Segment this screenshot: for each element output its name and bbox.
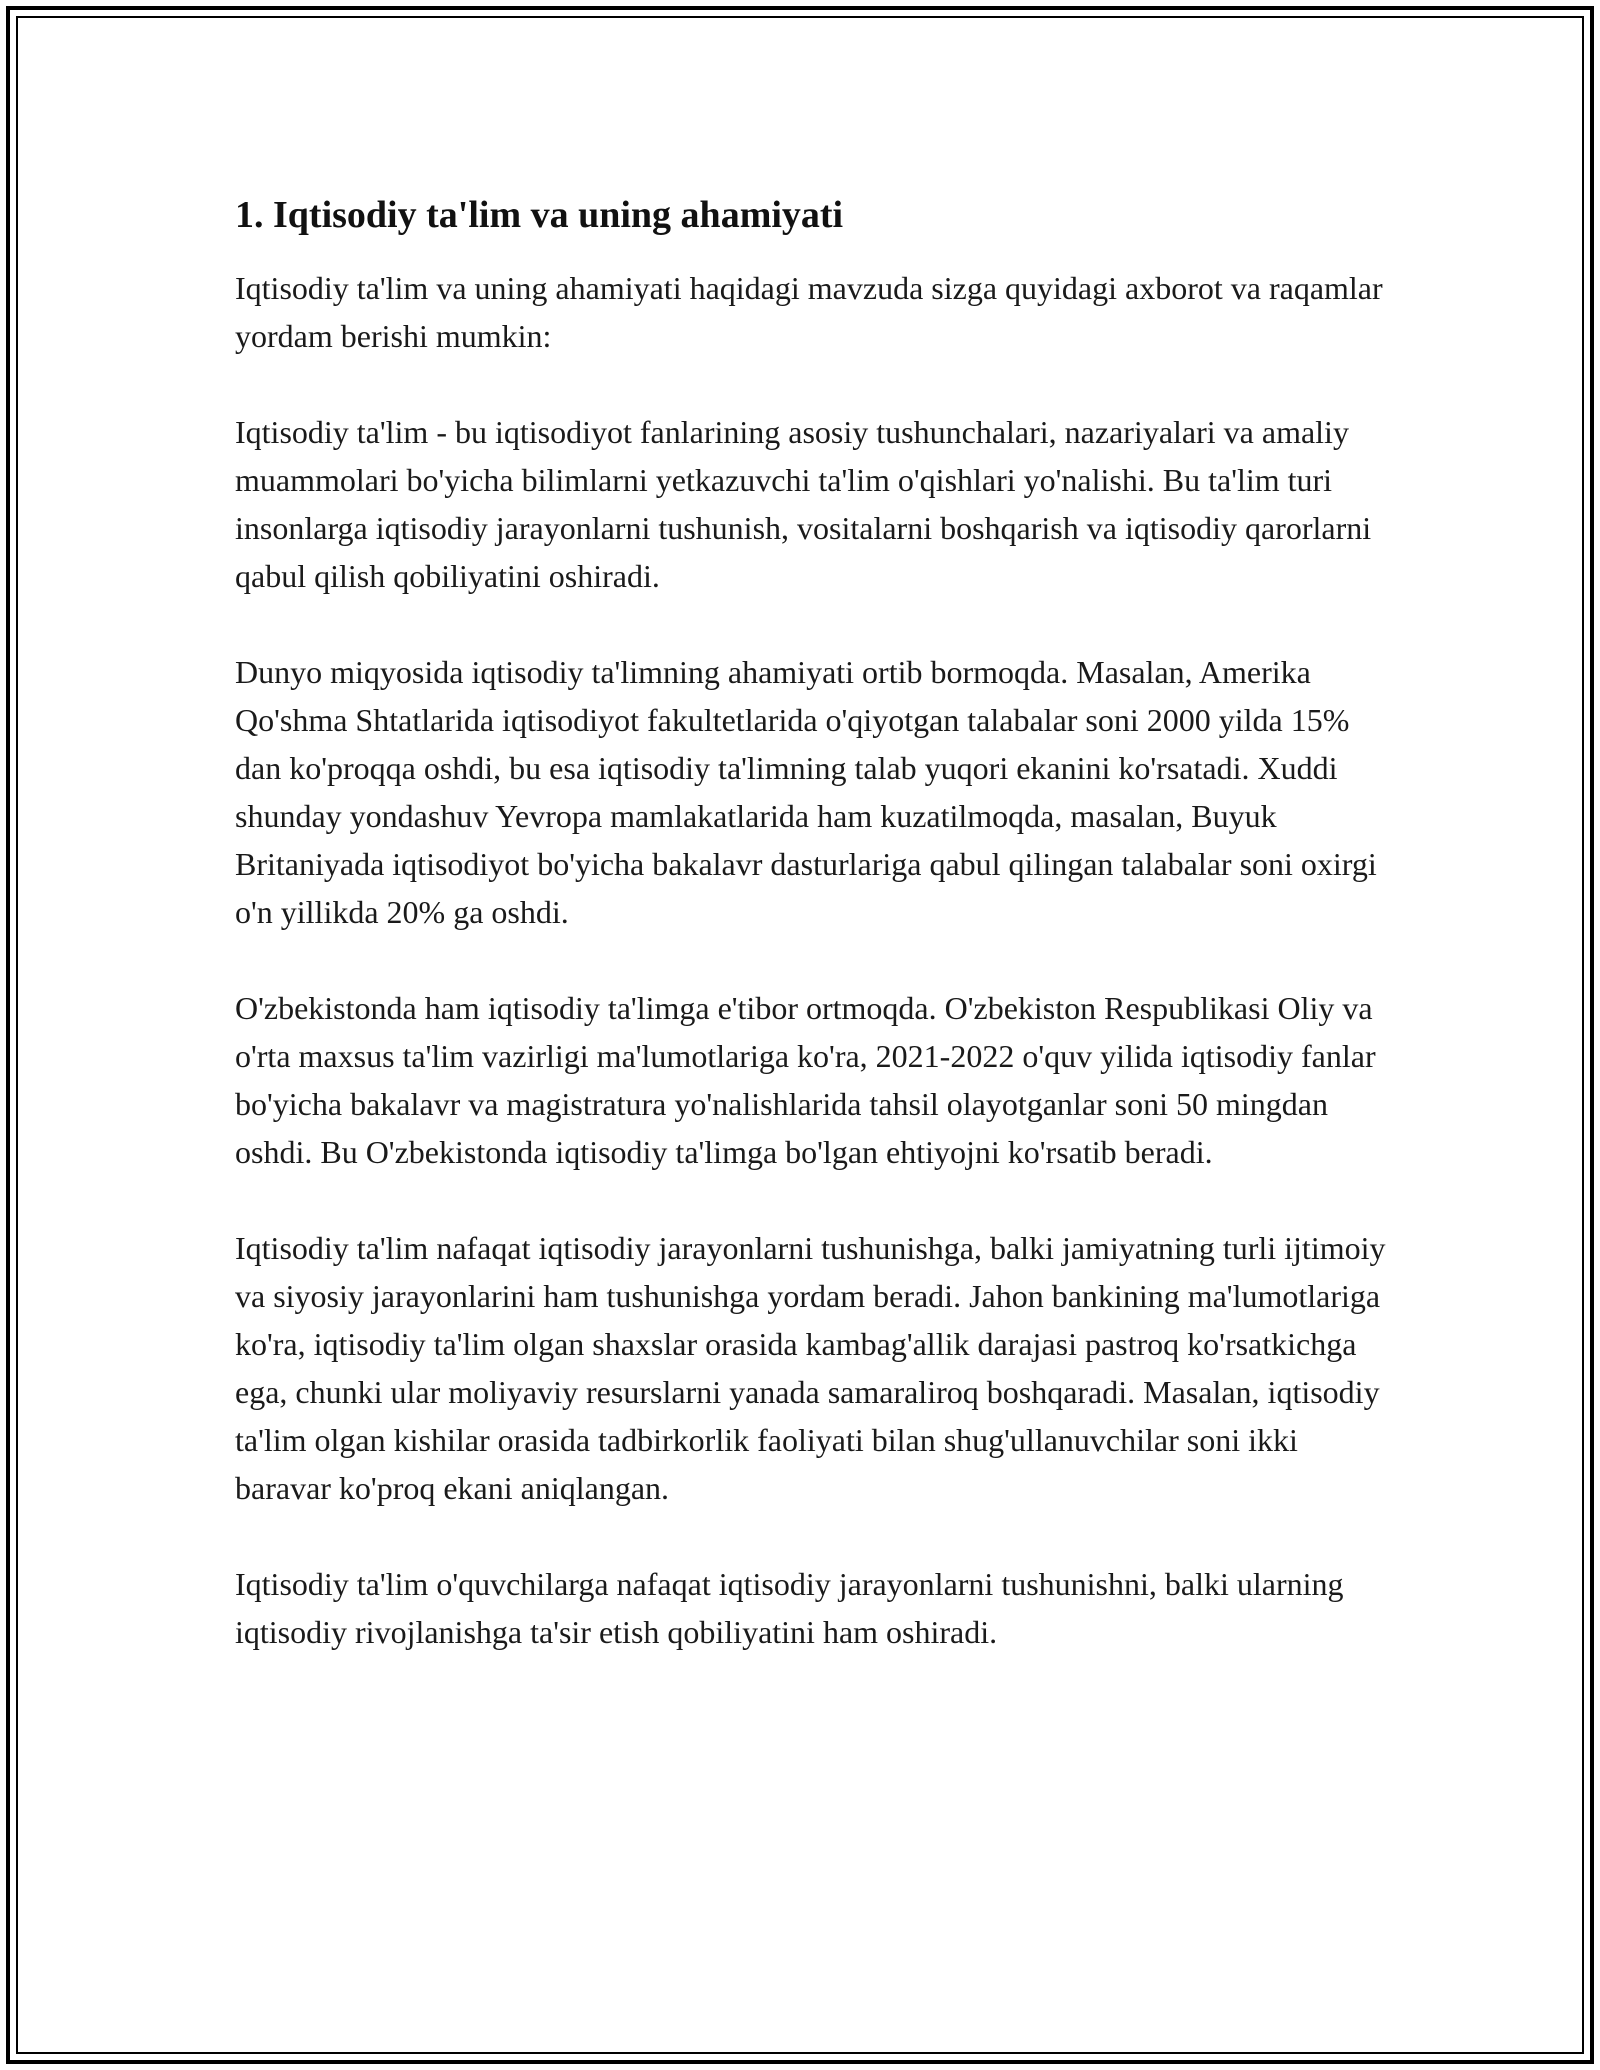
section-heading: 1. Iqtisodiy ta'lim va uning ahamiyati (235, 194, 844, 236)
paragraph-world: Dunyo miqyosida iqtisodiy ta'limning ahamiyati ortib bormoqda. Masalan, Amerika Qo'shma Shtatlarida iqtisodiyot fakultetlarida o'qiyotgan talabalar soni 2000 yilda 15% dan ko'proqqa oshdi, bu esa iqtisodiy ta'limning talab yuqori ekanini ko'rsatadi. Xuddi shunday yondashuv Yevropa mamlakatlarida ham kuzatilmoqda, masalan, Buyuk Britaniyada iqtisodiyot bo'yicha bakalavr dasturlariga qabul qilingan talabalar soni oxirgi o'n yillikda 20% ga oshdi. (235, 654, 1377, 930)
paragraph-definition: Iqtisodiy ta'lim - bu iqtisodiyot fanlarining asosiy tushunchalari, nazariyalari va amaliy muammolari bo'yicha bilimlarni yetkazuvchi ta'lim o'qishlari yo'nalishi. Bu ta'lim turi insonlarga iqtisodiy jarayonlarni tushunish, vositalarni boshqarish va iqtisodiy qarorlarni qabul qilish qobiliyatini oshiradi. (235, 414, 1372, 594)
document-body (235, 188, 1395, 1704)
paragraph-society: Iqtisodiy ta'lim nafaqat iqtisodiy jarayonlarni tushunishga, balki jamiyatning turli ijtimoiy va siyosiy jarayonlarini ham tushunishga yordam beradi. Jahon bankining ma'lumotlariga ko'ra, iqtisodiy ta'lim olgan shaxslar orasida kambag'allik darajasi pastroq ko'rsatkichga ega, chunki ular moliyaviy resurslarni yanada samaraliroq boshqaradi. Masalan, iqtisodiy ta'lim olgan kishilar orasida tadbirkorlik faoliyati bilan shug'ullanuvchilar soni ikki baravar ko'proq ekani aniqlangan. (235, 1230, 1386, 1506)
paragraph-conclusion: Iqtisodiy ta'lim o'quvchilarga nafaqat iqtisodiy jarayonlarni tushunishni, balki ularning iqtisodiy rivojlanishga ta'sir etish qobiliyatini ham oshiradi. (235, 1566, 1344, 1650)
paragraph-intro: Iqtisodiy ta'lim va uning ahamiyati haqidagi mavzuda sizga quyidagi axborot va raqamlar yordam berishi mumkin: (235, 270, 1383, 354)
paragraph-uzbekistan: O'zbekistonda ham iqtisodiy ta'limga e'tibor ortmoqda. O'zbekiston Respublikasi Oliy va o'rta maxsus ta'lim vazirligi ma'lumotlariga ko'ra, 2021-2022 o'quv yilida iqtisodiy fanlar bo'yicha bakalavr va magistratura yo'nalishlarida tahsil olayotganlar soni 50 mingdan oshdi. Bu O'zbekistonda iqtisodiy ta'limga bo'lgan ehtiyojni ko'rsatib beradi. (235, 990, 1376, 1170)
